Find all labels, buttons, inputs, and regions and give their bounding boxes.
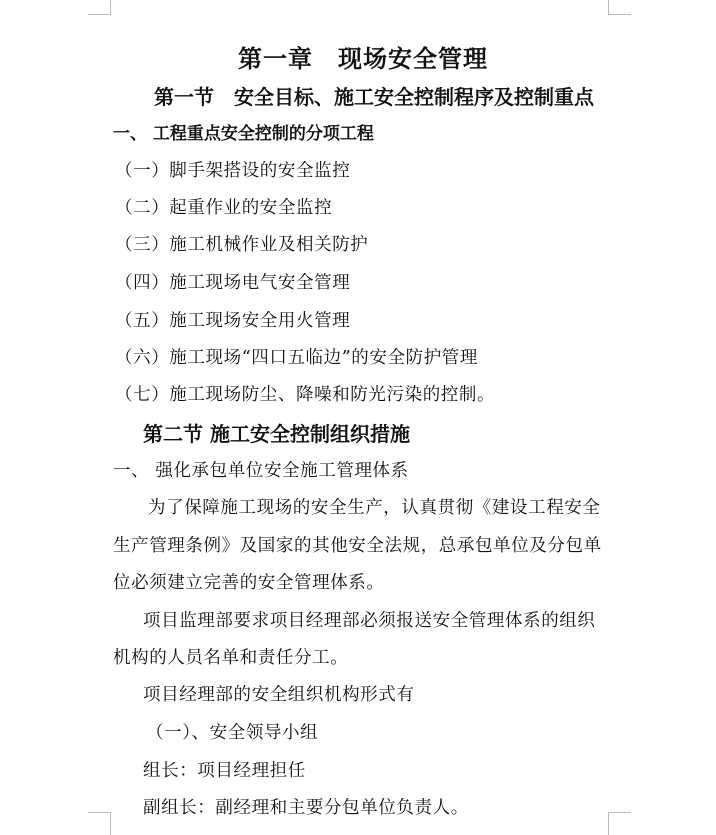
paragraph-line: 项目监理部要求项目经理部必须报送安全管理体系的组织 xyxy=(143,611,596,631)
section-2-subheading: 一、 强化承包单位安全施工管理体系 xyxy=(113,461,409,481)
list-item: （一）脚手架搭设的安全监控 xyxy=(115,161,351,181)
page-corner-mark-bottom-left xyxy=(88,812,111,835)
page-corner-mark-bottom-right xyxy=(608,812,631,835)
group-heading: （一）、安全领导小组 xyxy=(146,723,319,743)
paragraph-line: 项目经理部的安全组织机构形式有 xyxy=(143,685,415,705)
page-corner-mark-top-right xyxy=(608,0,631,15)
list-item: （五）施工现场安全用火管理 xyxy=(115,311,351,331)
page-corner-mark-top-left xyxy=(88,0,111,15)
section-2-title: 第二节 施工安全控制组织措施 xyxy=(143,422,410,446)
paragraph-line: 机构的人员名单和责任分工。 xyxy=(113,648,349,668)
list-item: （四）施工现场电气安全管理 xyxy=(115,273,351,293)
list-item: （六）施工现场“四口五临边”的安全防护管理 xyxy=(115,348,478,368)
section-1-subheading: 一、 工程重点安全控制的分项工程 xyxy=(113,124,374,144)
list-item: （三）施工机械作业及相关防护 xyxy=(115,235,369,255)
chapter-title: 第一章 现场安全管理 xyxy=(238,44,488,73)
deputy-line: 副组长：副经理和主要分包单位负责人。 xyxy=(143,798,469,818)
list-item: （七）施工现场防尘、降噪和防光污染的控制。 xyxy=(115,385,496,405)
paragraph-line: 位必须建立完善的安全管理体系。 xyxy=(113,573,385,593)
paragraph-line: 为了保障施工现场的安全生产，认真贯彻《建设工程安全 xyxy=(148,498,601,518)
list-item: （二）起重作业的安全监控 xyxy=(115,198,333,218)
section-1-title: 第一节 安全目标、施工安全控制程序及控制重点 xyxy=(154,85,594,109)
leader-line: 组长：项目经理担任 xyxy=(143,761,306,781)
paragraph-line: 生产管理条例》及国家的其他安全法规，总承包单位及分包单 xyxy=(113,536,602,556)
